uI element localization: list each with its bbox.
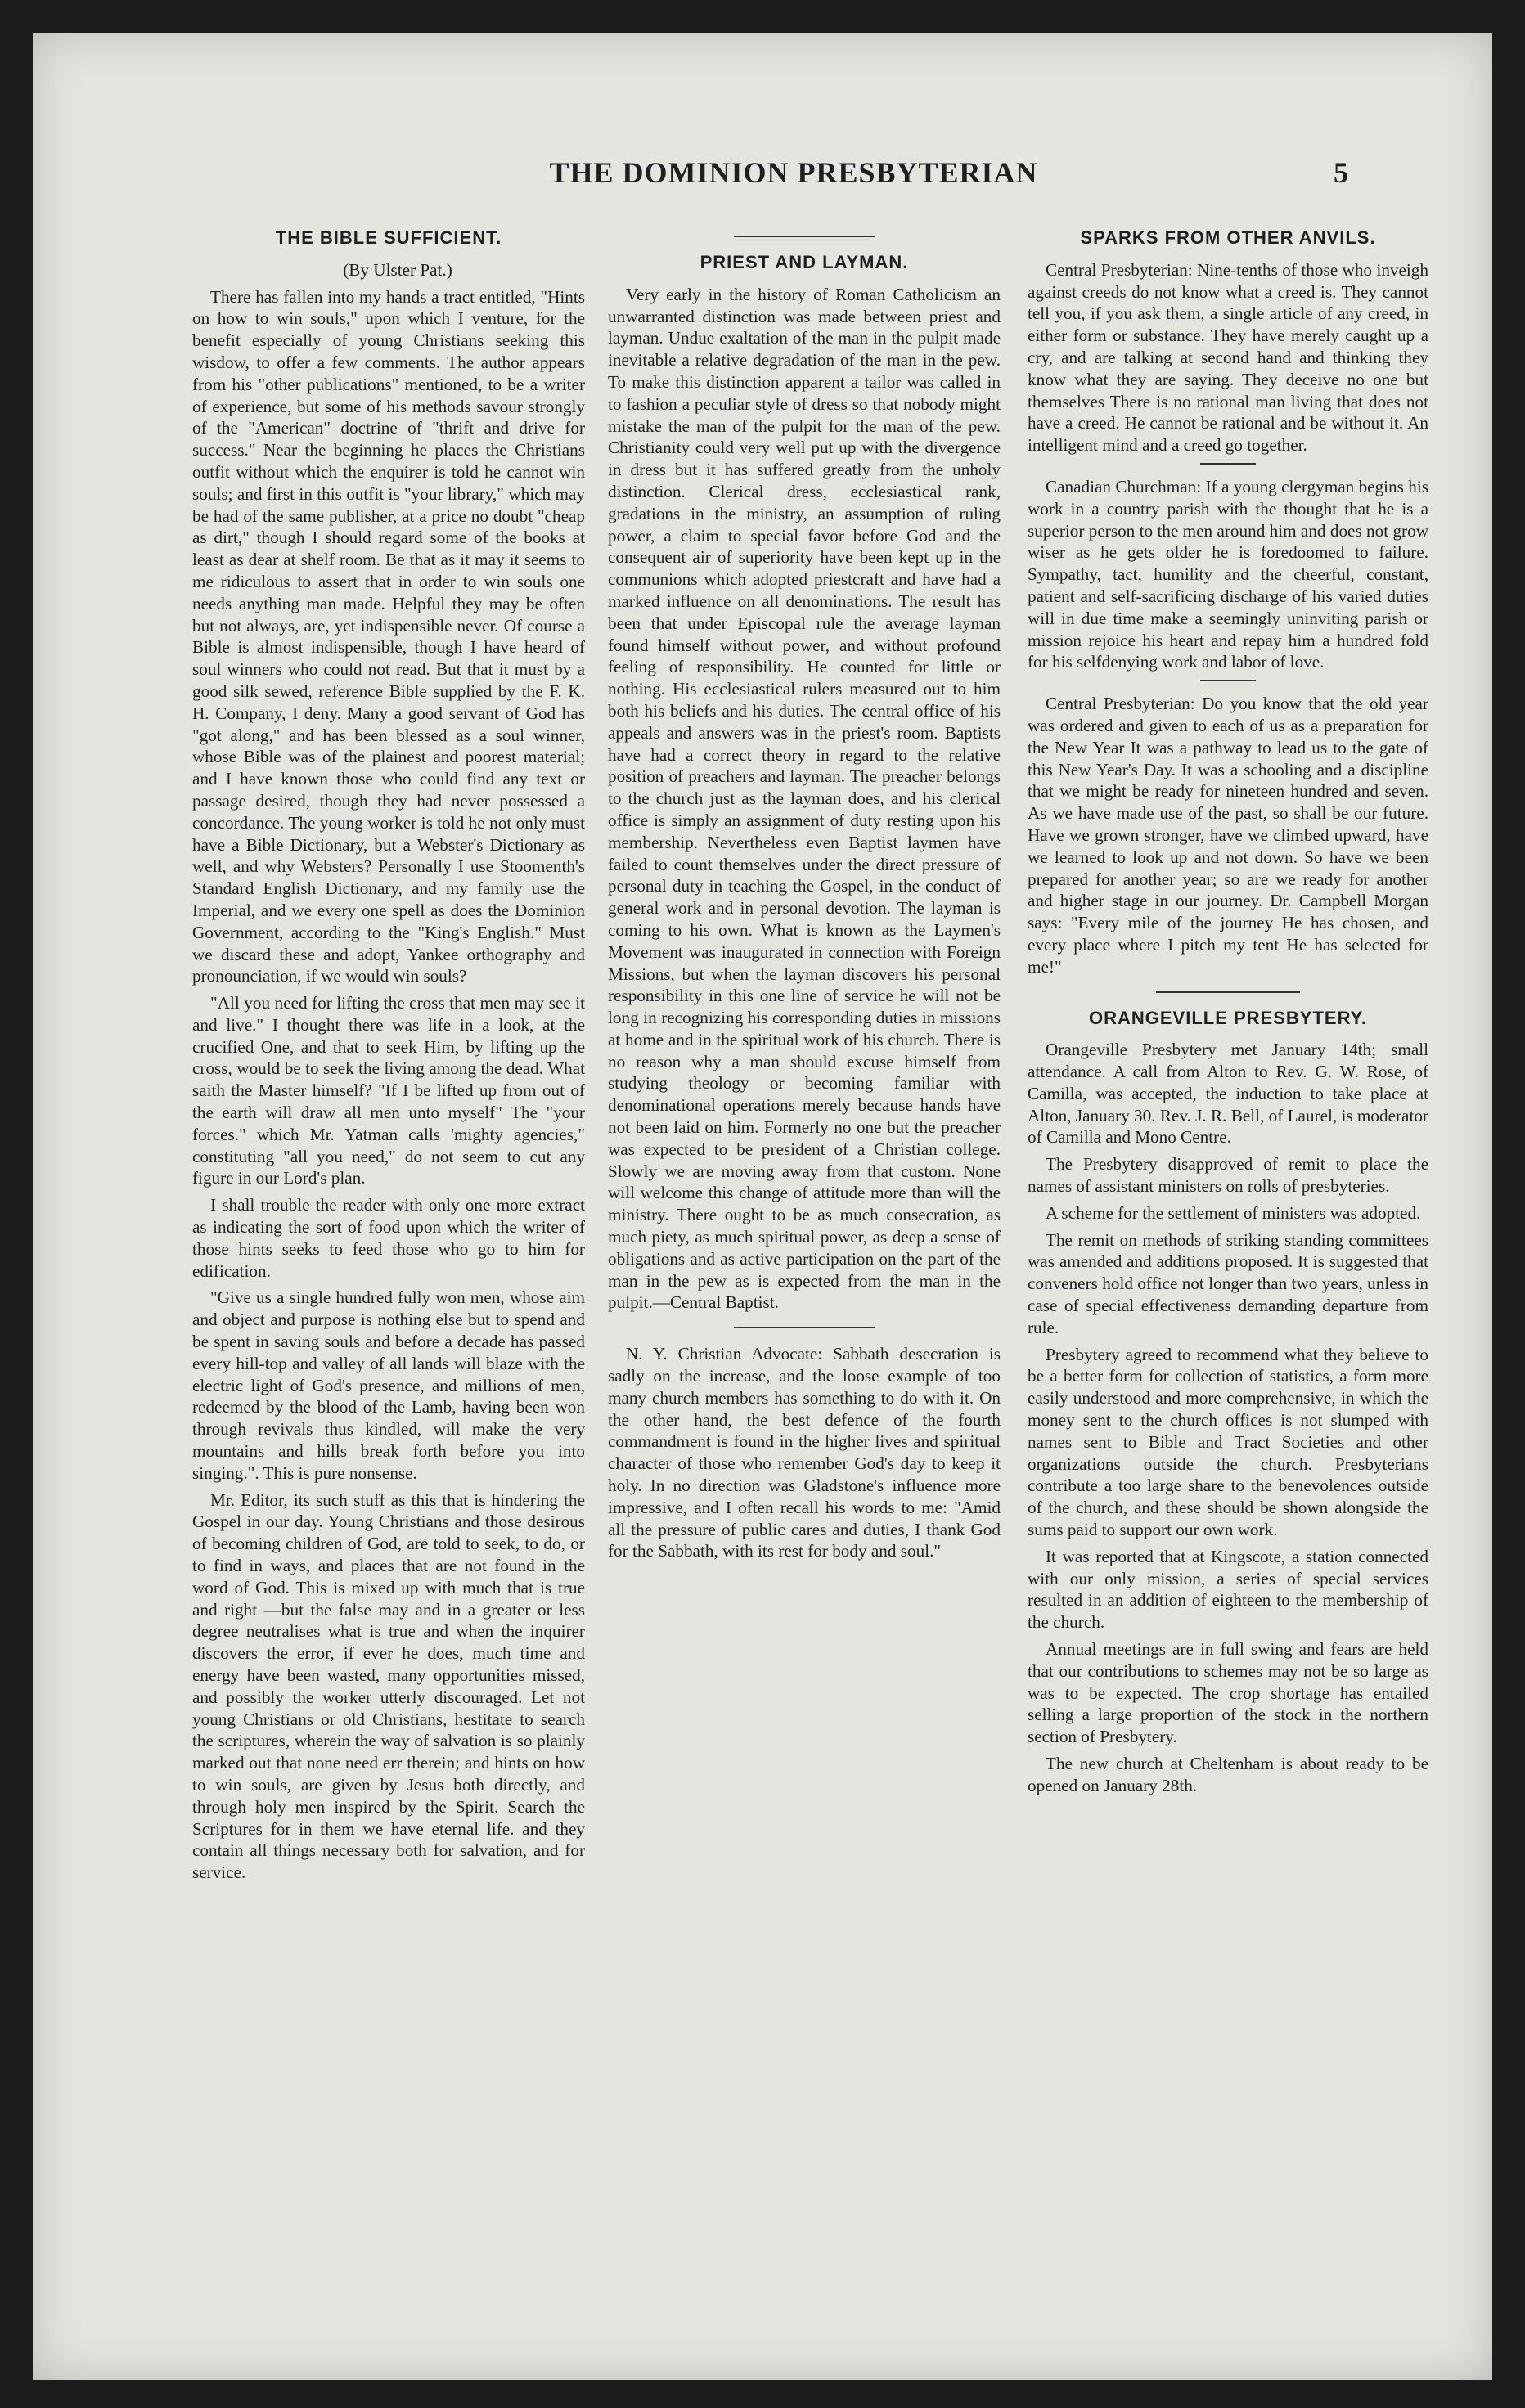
article-paragraph: Central Presbyterian: Do you know that the old year was ordered and given to each of us as a preparation for the New Year It was a pathway to lead us to the gate of this New Year's Day. It was a schooling and a discipline that we might be ready for nineteen hundred and seven. As we have made use of the past, so shall be our future. Have we grown stronger, have we climbed upward, have we learned to look up and not down. So have we been prepared for another year; so are we ready for another and higher stage in our journey. Dr. Campbell Morgan says: "Every mile of the journey He has chosen, and every place where I pitch my tent He has selected for me!" — [1028, 694, 1428, 977]
section-divider — [734, 236, 875, 237]
article-title-sparks-from-other-anvils: SPARKS FROM OTHER ANVILS. — [1080, 227, 1376, 248]
newspaper-page — [33, 33, 1492, 2380]
article-paragraph: The remit on methods of striking standing committees was amended and additions proposed. It is suggested that conveners hold office not longer than two years, unless in case of special effectiveness demanding departure from rule. — [1028, 1229, 1428, 1337]
article-paragraph: The Presbytery disapproved of remit to place the names of assistant ministers on rolls of presbyteries. — [1028, 1154, 1428, 1197]
article-paragraph: Orangeville Presbytery met January 14th; small attendance. A call from Alton to Rev. G. W. Rose, of Camilla, was accepted, the induction to take place at Alton, January 30. Rev. J. R. Bell, of Laurel, is moderator of Camilla and Mono Centre. — [1028, 1040, 1428, 1148]
section-divider — [1200, 463, 1257, 465]
article-paragraph: The new church at Cheltenham is about ready to be opened on January 28th. — [1028, 1754, 1428, 1795]
article-paragraph: It was reported that at Kingscote, a station connected with our only mission, a series of special services resulted in an addition of eighteen to the membership of the church. — [1028, 1546, 1428, 1633]
article-paragraph: Canadian Churchman: If a young clergyman begins his work in a country parish with the thought that he is a superior person to the men around him and does not grow wiser as he gets older he is foredoomed to failure. Sympathy, tact, humility and the cheerful, constant, patient and self-sacrificing discharge of his varied duties will in due time make a seemingly uninviting parish or mission rejoice his heart and repay him a hundred fold for his selfdenying work and labor of love. — [1028, 476, 1428, 672]
article-paragraph: Central Presbyterian: Nine-tenths of those who inveigh against creeds do not know what a creed is. They cannot tell you, if you ask them, a single article of any creed, in either form or substance. They have merely caught up a cry, and are talking at second hand and thinking they know what they are saying. They deceive no one but themselves There is no rational man living that does not have a creed. He cannot be rational and be without it. An intelligent mind and a creed go together. — [1028, 259, 1428, 456]
masthead: THE DOMINION PRESBYTERIAN — [549, 156, 1038, 189]
section-divider — [1156, 991, 1300, 993]
article-paragraph: N. Y. Christian Advocate: Sabbath desecration is sadly on the increase, and the loose example of too many church members has something to do with it. On the other hand, the best defence of the fourth commandment is found in the higher lives and spiritual character of those who remember God's day to keep it holy. In no direction was Gladstone's influence more impressive, and I often recall his words to me: "Amid all the pressure of public cares and duties, I thank God for the Sabbath, with its rest for body and soul." — [608, 1344, 1001, 1561]
article-paragraph: "Give us a single hundred fully won men, whose aim and object and purpose is nothing else but to spend and be spent in saving souls and before a decade has passed every hill-top and valley of all lands will blaze with the electric light of God's presence, and millions of men, redeemed by the blood of the Lamb, having been won through revivals thus kindled, will make the very mountains and hills break forth before you into singing.". This is pure nonsense. — [192, 1287, 585, 1483]
article-byline: (By Ulster Pat.) — [343, 259, 452, 280]
column-2 — [608, 222, 1001, 1567]
article-paragraph: Presbytery agreed to recommend what they believe to be a better form for collection of statistics, a form more easily understood and more comprehensive, in which the money sent to the church offices is not slumped with names sent to Bible and Tract Societies and other organizations outside the church. Presbyterians contribute a too large share to the benevolences outside of the church, and these should be shown alongside the sums paid to support our own work. — [1028, 1344, 1428, 1540]
article-title-orangeville-presbytery: ORANGEVILLE PRESBYTERY. — [1088, 1007, 1367, 1028]
section-divider — [734, 1327, 875, 1328]
article-paragraph: Mr. Editor, its such stuff as this that is hindering the Gospel in our day. Young Christians and those desirous of becoming children of God, are told to seek, to do, or to find in ways, and places that are not found in the word of God. This is mixed up with much that is true and right —but the false may and in a greater or less degree neutralises what is true and when the inquirer discovers the error, if ever he does, much time and energy have been wasted, many opportunities missed, and possibly the worker utterly discouraged. Let not young Christians or old Christians, hestitate to search the scriptures, wherein the way of salvation is so plainly marked out that none need err therein; and hints on how to win souls, are given by Jesus both directly, and through holy men inspired by the Spirit. Search the Scriptures for in them we have eternal life. and they contain all things necessary both for salvation, and for service. — [192, 1489, 585, 1883]
article-paragraph: Annual meetings are in full swing and fears are held that our contributions to schemes may not be so large as was to be expected. The crop shortage has entailed selling a large proportion of the stock in the northern section of Presbytery. — [1028, 1639, 1428, 1747]
article-paragraph: There has fallen into my hands a tract entitled, "Hints on how to win souls," upon which I venture, for the benefit especially of young Christians seeking this wisdow, to offer a few comments. The author appears from his "other publications" mentioned, to be a writer of experience, but some of his methods savour strongly of the "American" doctrine of "thrift and drive for success." Near the beginning he places the Christians outfit without which the enquirer is told he cannot win souls; and first in this outfit is "your library," which may be had of the same publisher, at a price no doubt "cheap as dirt," though I should regard some of the books at least as dear at shelf room. Be that as it may it seems to me ridiculous to assert that in order to win souls one needs anything man made. Helpful they may be often but not always, are, yet indispensible never. Of course a Bible is almost indispensible, though I have heard of soul winners who could not read. But that it must by a good silk sewed, reference Bible supplied by the F. K. H. Company, I deny. Many a good servant of God has "got along," and has been blessed as a soul winner, whose Bible was of the plainest and poorest material; and I have known those who could find any text or passage desired, though they had never possessed a concordance. The young worker is told he not only must have a Bible Dictionary, but a Webster's Dictionary as well, and why Websters? Personally I use Stoomenth's Standard English Dictionary, and my family use the Imperial, and we every one spell as does the Dominion Government, according to the "King's English." Must we discard these and adopt, Yankee orthography and pronounciation, if we would win souls? — [192, 286, 585, 986]
article-paragraph: Very early in the history of Roman Catholicism an unwarranted distinction was made between priest and layman. Undue exaltation of the man in the pulpit made inevitable a relative degradation of the man in the pew. To make this distinction apparent a tailor was called in to fashion a peculiar style of dress so that nobody might mistake the man of the pulpit for the man of the pew. Christianity could very well put up with the divergence in dress but it has suffered greatly from the unholy distinction. Clerical dress, ecclesiastical rank, gradations in the ministry, an assumption of ruling power, a claim to special favor before God and the consequent air of superiority have been kept up in the communions which adopted priestcraft and have had a marked influence on all denominations. The result has been that under Episcopal rule the average layman found himself without power, and without profound feeling of responsibility. He counted for little or nothing. His ecclesiastical rulers measured out to him both his beliefs and his duties. The central office of his appeals and answers was in the priest's room. Baptists have had a correct theory in regard to the relative position of preachers and layman. The preacher belongs to the church just as the layman does, and his clerical office is simply an assignment of duty resting upon his membership. Nevertheless even Baptist laymen have failed to count themselves under the direct pressure of personal duty in teaching the Gospel, in the conduct of general work and in personal devotion. The layman is coming to his own. What is known as the Laymen's Movement was inaugurated in connection with Foreign Missions, but when the layman discovers his personal responsibility in this one line of service he will not be long in recognizing his corresponding duties in missions at home and in the spiritual work of his church. There is no reason why a man should excuse himself from studying theology or becoming familiar with denominational operations merely because hands have not been laid on him. Formerly no one but the preacher was expected to be president of a Christian college. Slowly we are moving away from that custom. None will welcome this change of attitude more than will the ministry. There ought to be as much consecration, as much piety, as much spiritual power, as deep a sense of obligations and as active participation on the part of the man in the pew as is expected from the man in the pulpit.—Central Baptist. — [608, 284, 1001, 1313]
article-paragraph: "All you need for lifting the cross that men may see it and live." I thought there was life in a look, at the crucified One, and that to seek Him, by lifting up the cross, would be to seek the living among the dead. What saith the Master himself? "If I be lifted up from out of the earth will draw all men unto myself" The "your forces." which Mr. Yatman calls 'mighty agencies," constituting "all you need," do not seem to cut any figure in our Lord's plan. — [192, 993, 585, 1188]
article-title-bible-sufficient: THE BIBLE SUFFICIENT. — [275, 227, 502, 248]
column-1 — [192, 222, 585, 1889]
section-divider — [1200, 680, 1257, 681]
column-3 — [1028, 222, 1428, 1802]
article-paragraph: A scheme for the settlement of ministers was adopted. — [1046, 1202, 1421, 1223]
page-number: 5 — [1334, 156, 1348, 189]
article-title-priest-and-layman: PRIEST AND LAYMAN. — [700, 252, 909, 272]
article-paragraph: I shall trouble the reader with only one more extract as indicating the sort of food upon which the writer of those hints seeks to feed those who go to him for edification. — [192, 1195, 585, 1281]
